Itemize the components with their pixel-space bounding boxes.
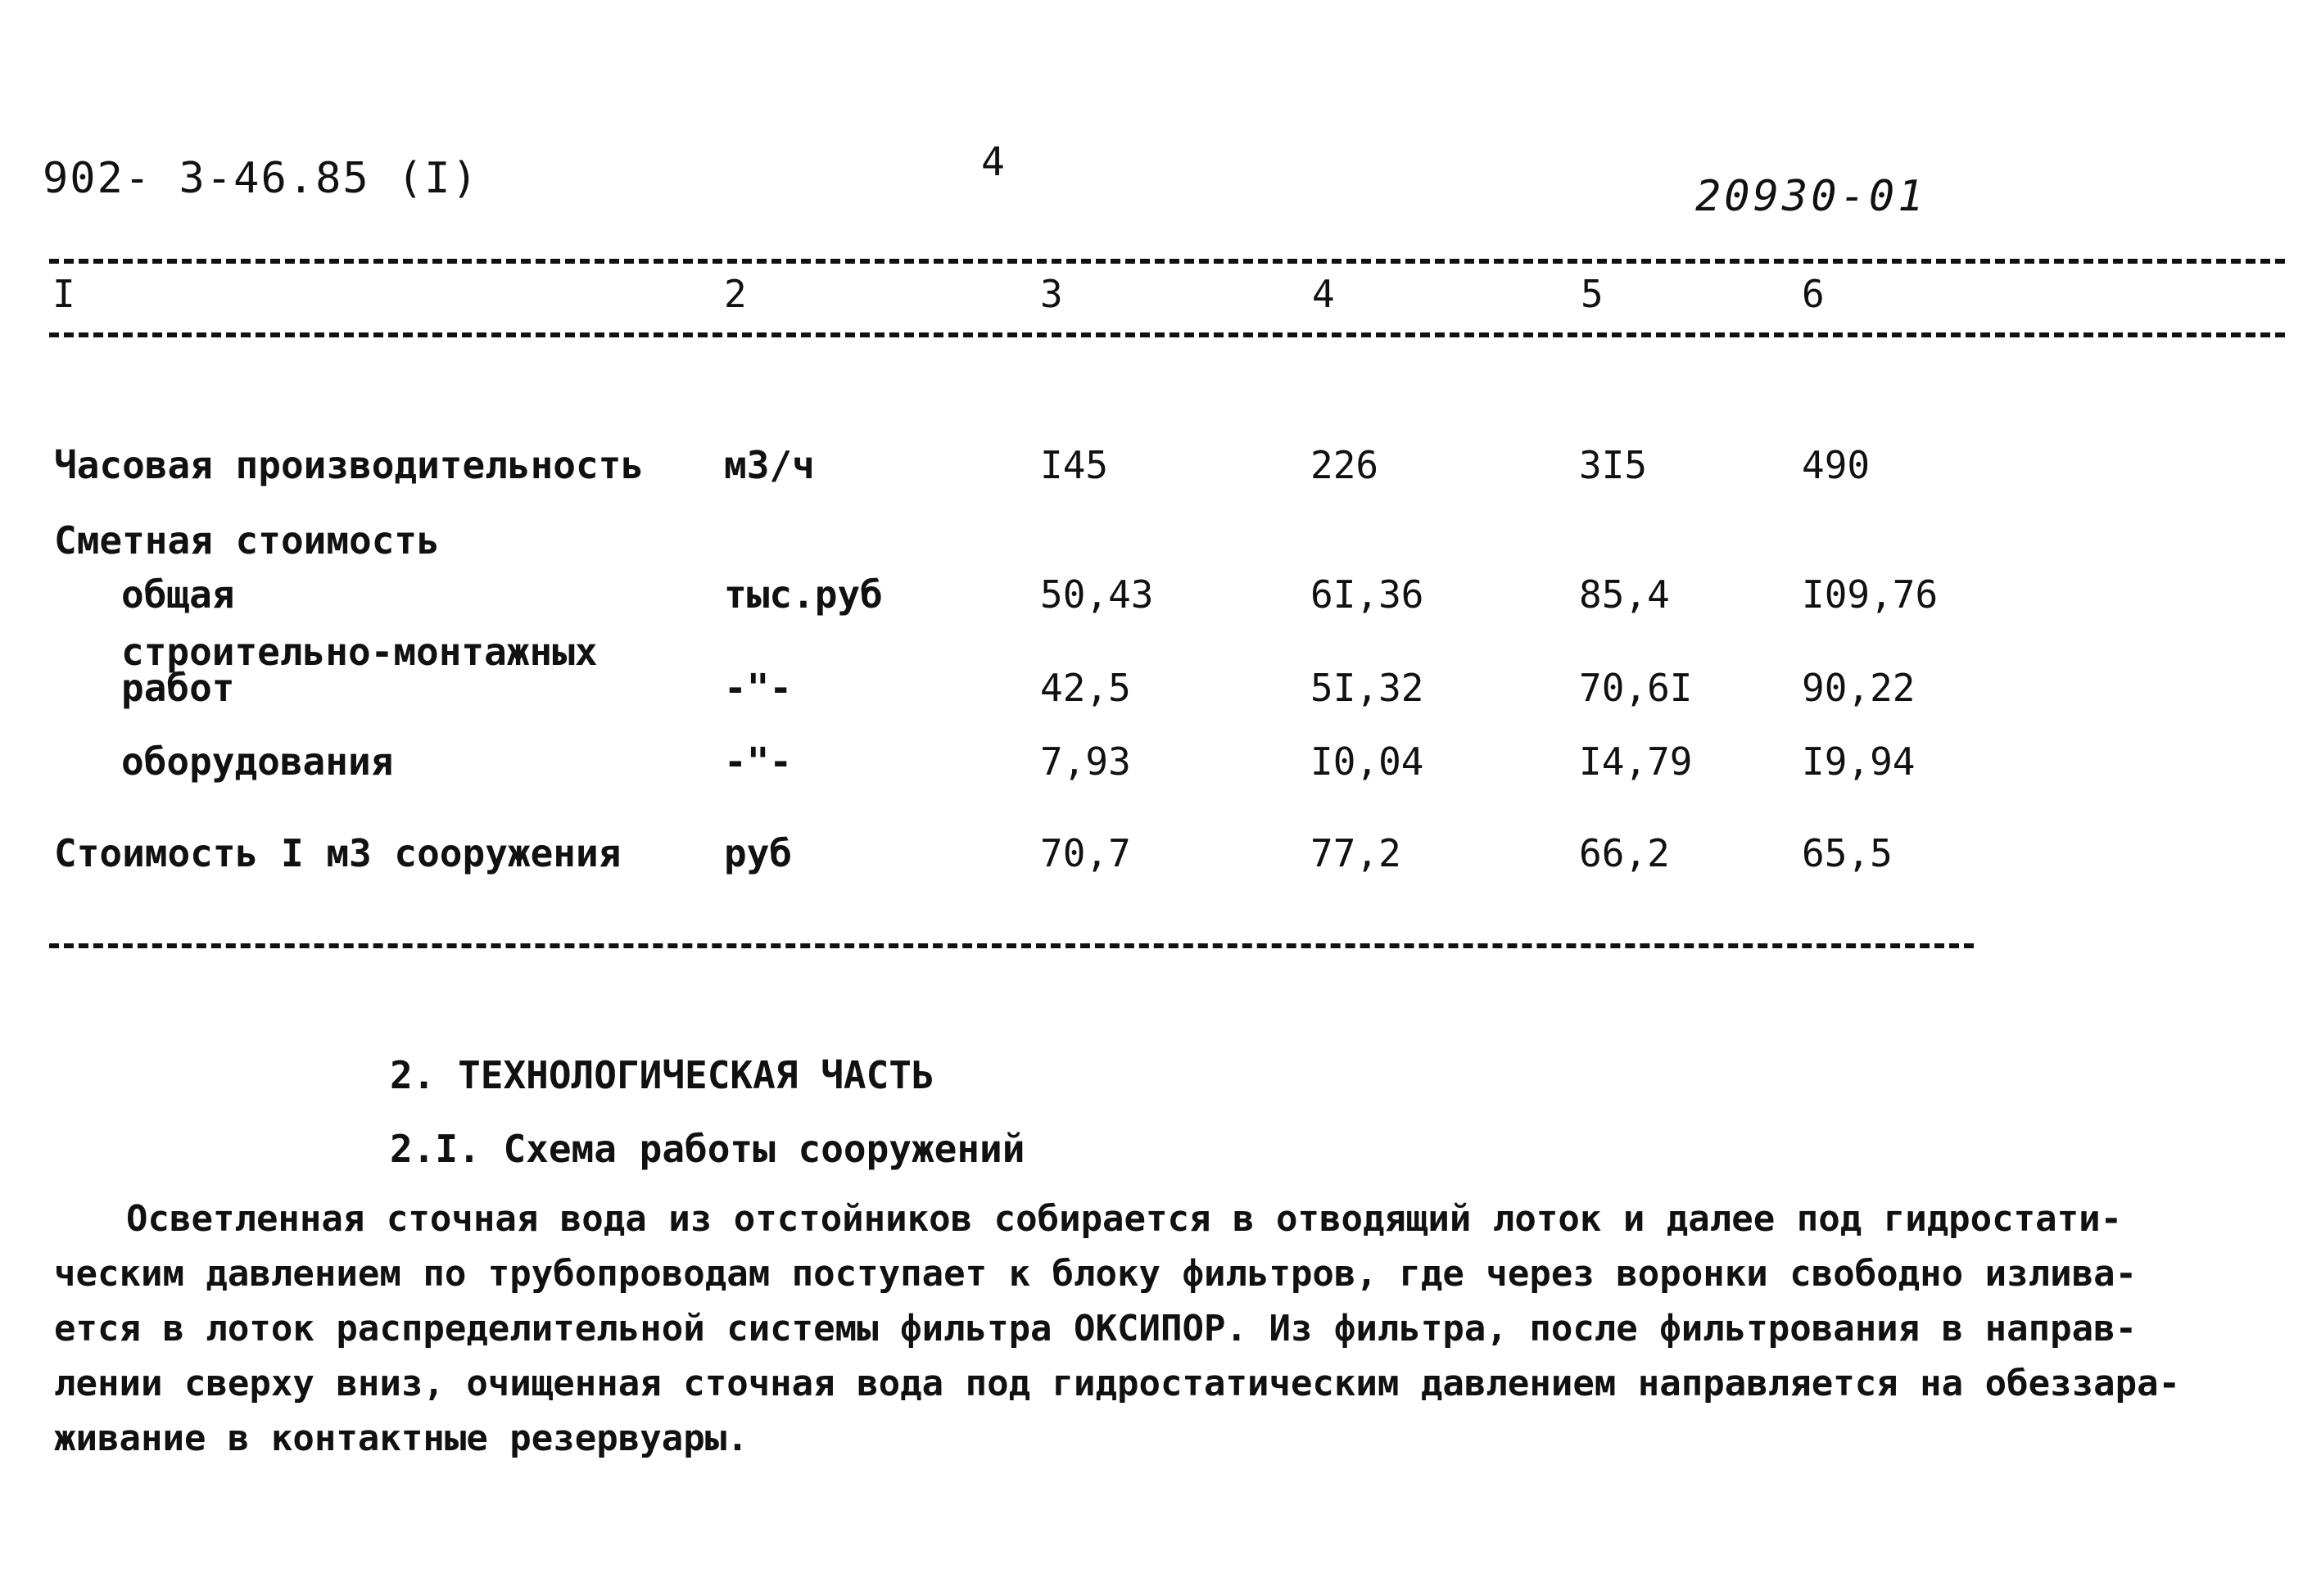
table-top-rule [49, 259, 2285, 264]
paragraph-line: ческим давлением по трубопроводам поступает к блоку фильтров, где через воронки свободно излива- [54, 1253, 2138, 1295]
value-col5: 3I5 [1579, 443, 1648, 487]
value-col5: 66,2 [1579, 831, 1670, 875]
value-col4: 226 [1310, 443, 1379, 487]
section-heading: 2. ТЕХНОЛОГИЧЕСКАЯ ЧАСТЬ [390, 1053, 934, 1097]
value-col5: 85,4 [1579, 572, 1670, 617]
column-number-5: 5 [1581, 272, 1604, 316]
paragraph-line: ется в лоток распределительной системы фильтра ОКСИПОР. Из фильтра, после фильтрования в направ- [54, 1308, 2138, 1350]
column-number-6: 6 [1802, 272, 1825, 316]
value-col4: 77,2 [1310, 831, 1401, 875]
row-label: общая [121, 572, 235, 617]
column-number-3: 3 [1040, 272, 1063, 316]
value-col6: 90,22 [1802, 666, 1916, 710]
column-number-4: 4 [1312, 272, 1335, 316]
value-col4: I0,04 [1310, 739, 1424, 784]
row-label: Часовая производительность [54, 443, 645, 487]
value-col6: 490 [1802, 443, 1871, 487]
value-col6: 65,5 [1802, 831, 1893, 875]
subsection-heading: 2.I. Схема работы сооружений [390, 1127, 1025, 1171]
row-label: оборудования [121, 739, 394, 784]
row-label-continued: работ [121, 666, 235, 710]
value-col4: 6I,36 [1310, 572, 1424, 617]
table-bottom-rule [49, 943, 1974, 948]
row-unit: м3/ч [724, 443, 815, 487]
value-col6: I9,94 [1802, 739, 1916, 784]
value-col3: 70,7 [1040, 831, 1131, 875]
value-col3: I45 [1040, 443, 1109, 487]
document-code: 902- 3-46.85 (I) [43, 154, 479, 203]
value-col6: I09,76 [1802, 572, 1939, 617]
row-label: Сметная стоимость [54, 518, 440, 563]
row-label: строительно-монтажных [121, 630, 598, 674]
row-label: Стоимость I м3 сооружения [54, 831, 622, 875]
paragraph-line: живание в контактные резервуары. [54, 1417, 749, 1459]
value-col3: 7,93 [1040, 739, 1131, 784]
value-col4: 5I,32 [1310, 666, 1424, 710]
page-number: 4 [981, 139, 1005, 185]
row-unit: -"- [724, 666, 793, 710]
paragraph-line: лении сверху вниз, очищенная сточная вода под гидростатическим давлением направляется на обеззара- [54, 1363, 2181, 1404]
value-col5: 70,6I [1579, 666, 1693, 710]
value-col3: 42,5 [1040, 666, 1131, 710]
row-unit: тыс.руб [724, 572, 883, 617]
sheet-code: 20930-01 [1695, 172, 1927, 221]
row-unit: -"- [724, 739, 793, 784]
column-number-1: I [52, 272, 75, 316]
body-paragraph [54, 1191, 2265, 1466]
paragraph-line: Осветленная сточная вода из отстойников собирается в отводящий лоток и далее под гидростати- [126, 1198, 2123, 1240]
value-col3: 50,43 [1040, 572, 1154, 617]
value-col5: I4,79 [1579, 739, 1693, 784]
column-header-rule [49, 332, 2285, 337]
column-number-2: 2 [724, 272, 747, 316]
row-unit: руб [724, 831, 793, 875]
